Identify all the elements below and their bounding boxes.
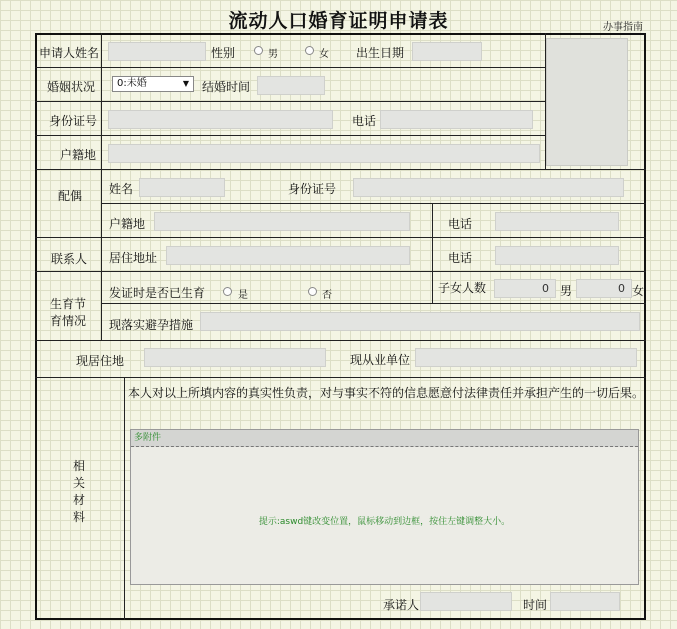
contraception-label: 现落实避孕措施 — [109, 318, 194, 332]
signer-input[interactable] — [420, 592, 512, 611]
row-divider — [35, 377, 646, 378]
born-yes-label: 是 — [238, 290, 248, 301]
spouse-name-input[interactable] — [139, 178, 225, 197]
spouse-section-label: 配偶 — [58, 189, 83, 203]
id-number-input[interactable] — [108, 110, 333, 129]
row-divider — [35, 101, 545, 102]
col-divider — [432, 203, 433, 303]
gender-label: 性别 — [211, 46, 236, 60]
spouse-id-input[interactable] — [353, 178, 624, 197]
boys-label: 男 — [560, 284, 573, 298]
birth-date-input[interactable] — [412, 42, 482, 61]
row-divider — [35, 67, 545, 68]
gender-female-label: 女 — [319, 49, 329, 60]
marital-status-label: 婚姻状况 — [47, 80, 96, 94]
birth-date-label: 出生日期 — [356, 46, 405, 60]
page-title: 流动人口婚育证明申请表 — [228, 10, 449, 32]
born-label: 发证时是否已生育 — [109, 286, 206, 300]
id-number-label: 身份证号 — [49, 114, 98, 128]
marital-status-select[interactable] — [112, 76, 194, 92]
household-label: 户籍地 — [60, 148, 97, 162]
gender-female-radio[interactable] — [305, 46, 314, 55]
born-no-label: 否 — [322, 290, 332, 301]
gender-male-label: 男 — [268, 49, 278, 60]
spouse-household-label: 户籍地 — [109, 217, 146, 231]
born-yes-radio[interactable] — [223, 287, 232, 296]
guide-link[interactable]: 办事指南 — [603, 22, 643, 33]
current-residence-label: 现居住地 — [76, 354, 125, 368]
children-count-label: 子女人数 — [438, 281, 487, 295]
row-divider — [35, 169, 646, 170]
fertility-section-label: 育情况 — [50, 314, 87, 328]
contraception-input[interactable] — [200, 312, 640, 331]
signer-label: 承诺人 — [383, 598, 420, 612]
photo-placeholder[interactable] — [546, 38, 628, 166]
spouse-name-label: 姓名 — [109, 182, 134, 196]
girls-label: 女 — [632, 284, 645, 298]
row-divider — [35, 237, 646, 238]
spouse-household-input[interactable] — [154, 212, 410, 231]
attachment-area[interactable] — [130, 429, 639, 585]
born-no-radio[interactable] — [308, 287, 317, 296]
contact-section-label: 联系人 — [51, 252, 88, 266]
attachment-title: 多附件 — [131, 430, 638, 447]
contact-address-label: 居住地址 — [109, 251, 158, 265]
marital-status-value: 0:未婚 — [117, 78, 147, 89]
attachment-hint: 提示:aswd键改变位置，鼠标移动到边框，按住左键调整大小。 — [258, 517, 511, 527]
applicant-phone-label: 电话 — [352, 114, 377, 128]
contact-phone-label: 电话 — [448, 251, 473, 265]
current-residence-input[interactable] — [144, 348, 326, 367]
row-divider — [35, 340, 646, 341]
applicant-name-label: 申请人姓名 — [39, 46, 100, 60]
spouse-phone-input[interactable] — [495, 212, 619, 231]
chevron-down-icon: ▼ — [182, 79, 189, 88]
declaration-text: 本人对以上所填内容的真实性负责，对与事实不符的信息愿意付法律责任并承担产生的一切后果。 — [128, 386, 645, 400]
contact-address-input[interactable] — [166, 246, 410, 265]
applicant-phone-input[interactable] — [380, 110, 533, 129]
girls-count-input[interactable]: 0 — [576, 279, 632, 298]
contact-phone-input[interactable] — [495, 246, 619, 265]
spouse-phone-label: 电话 — [448, 217, 473, 231]
employer-label: 现从业单位 — [350, 353, 411, 367]
col-divider — [101, 33, 102, 169]
marriage-time-label: 结婚时间 — [202, 80, 251, 94]
row-divider — [101, 203, 646, 204]
applicant-name-input[interactable] — [108, 42, 206, 61]
fertility-section-label: 生育节 — [50, 297, 87, 311]
spouse-id-label: 身份证号 — [288, 182, 337, 196]
row-divider — [35, 271, 646, 272]
gender-male-radio[interactable] — [254, 46, 263, 55]
sign-time-input[interactable] — [550, 592, 620, 611]
boys-count-input[interactable]: 0 — [494, 279, 556, 298]
marriage-time-input[interactable] — [257, 76, 325, 95]
household-input[interactable] — [108, 144, 540, 163]
row-divider — [101, 303, 646, 304]
col-divider — [124, 377, 125, 620]
employer-input[interactable] — [415, 348, 637, 367]
col-divider — [101, 169, 102, 340]
materials-label: 相 关 材 料 — [72, 459, 85, 524]
sign-time-label: 时间 — [523, 598, 548, 612]
row-divider — [35, 135, 545, 136]
